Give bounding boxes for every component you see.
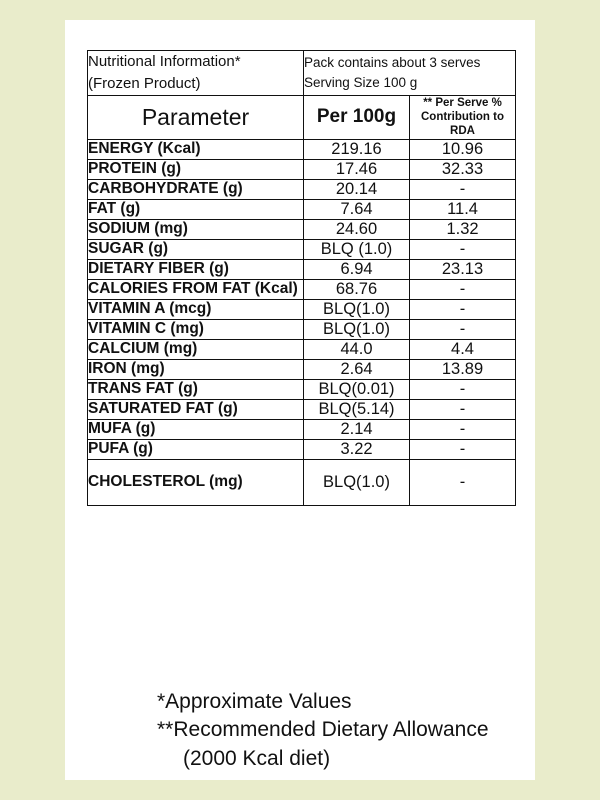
table-row (88, 199, 516, 219)
table-row (88, 399, 516, 419)
row-parameter: DIETARY FIBER (g) (88, 259, 304, 279)
row-per-100g: 6.94 (304, 259, 410, 279)
footnote-rda-continued: (2000 Kcal diet) (183, 746, 331, 770)
footnote-rda: **Recommended Dietary Allowance (157, 718, 489, 742)
row-rda: - (410, 279, 516, 299)
row-rda: 11.4 (410, 199, 516, 219)
row-per-100g: 17.46 (304, 159, 410, 179)
row-rda: - (410, 239, 516, 259)
table-row (88, 459, 516, 505)
row-per-100g: 3.22 (304, 439, 410, 459)
row-parameter: SUGAR (g) (88, 239, 304, 259)
row-per-100g: 24.60 (304, 219, 410, 239)
table-row (88, 439, 516, 459)
nutrition-table-body (88, 51, 516, 506)
row-parameter: FAT (g) (88, 199, 304, 219)
nutrition-table-container (87, 50, 515, 506)
row-rda: 23.13 (410, 259, 516, 279)
row-rda: 1.32 (410, 219, 516, 239)
row-parameter: CALCIUM (mg) (88, 339, 304, 359)
row-rda: - (410, 379, 516, 399)
table-row (88, 179, 516, 199)
row-per-100g: BLQ (1.0) (304, 239, 410, 259)
row-parameter: TRANS FAT (g) (88, 379, 304, 399)
row-parameter: IRON (mg) (88, 359, 304, 379)
row-rda: 10.96 (410, 139, 516, 159)
table-row (88, 379, 516, 399)
row-per-100g: 44.0 (304, 339, 410, 359)
row-parameter: CARBOHYDRATE (g) (88, 179, 304, 199)
column-header-rda-line1: ** Per Serve % (423, 96, 502, 109)
header-title-line1: Nutritional Information* (88, 53, 241, 70)
row-parameter: PUFA (g) (88, 439, 304, 459)
table-row (88, 299, 516, 319)
table-row (88, 419, 516, 439)
table-column-header-row (88, 95, 516, 139)
row-rda: 32.33 (410, 159, 516, 179)
column-header-rda-line3: RDA (450, 125, 475, 138)
row-parameter: CHOLESTEROL (mg) (88, 459, 304, 505)
footnote-approximate: *Approximate Values (157, 690, 352, 713)
row-parameter: SATURATED FAT (g) (88, 399, 304, 419)
footnotes (157, 688, 577, 773)
row-parameter: ENERGY (Kcal) (88, 139, 304, 159)
row-per-100g: 20.14 (304, 179, 410, 199)
table-row (88, 159, 516, 179)
row-rda: - (410, 459, 516, 505)
row-per-100g: 2.64 (304, 359, 410, 379)
row-parameter: CALORIES FROM FAT (Kcal) (88, 279, 304, 299)
table-row (88, 239, 516, 259)
row-parameter: PROTEIN (g) (88, 159, 304, 179)
row-per-100g: 7.64 (304, 199, 410, 219)
nutrition-label-card (65, 20, 535, 780)
row-per-100g: BLQ(5.14) (304, 399, 410, 419)
table-row (88, 359, 516, 379)
row-per-100g: BLQ(0.01) (304, 379, 410, 399)
row-per-100g: BLQ(1.0) (304, 459, 410, 505)
row-parameter: MUFA (g) (88, 419, 304, 439)
row-parameter: VITAMIN A (mcg) (88, 299, 304, 319)
table-row (88, 219, 516, 239)
table-row (88, 279, 516, 299)
nutrition-table (87, 50, 516, 506)
row-parameter: SODIUM (mg) (88, 219, 304, 239)
row-per-100g: BLQ(1.0) (304, 299, 410, 319)
column-header-rda (410, 95, 516, 139)
header-title-line2: (Frozen Product) (88, 74, 201, 92)
row-per-100g: BLQ(1.0) (304, 319, 410, 339)
row-rda: - (410, 439, 516, 459)
header-serves-line2: Serving Size 100 g (304, 74, 418, 90)
table-row (88, 139, 516, 159)
row-rda: - (410, 179, 516, 199)
header-serves-line1: Pack contains about 3 serves (304, 55, 481, 71)
column-header-parameter: Parameter (88, 95, 304, 139)
row-per-100g: 2.14 (304, 419, 410, 439)
row-rda: - (410, 419, 516, 439)
table-header-info-row (88, 51, 516, 96)
header-serving-cell (304, 51, 516, 96)
row-rda: 13.89 (410, 359, 516, 379)
row-rda: - (410, 299, 516, 319)
row-rda: 4.4 (410, 339, 516, 359)
column-header-per-100g: Per 100g (304, 95, 410, 139)
table-row (88, 259, 516, 279)
row-per-100g: 68.76 (304, 279, 410, 299)
row-per-100g: 219.16 (304, 139, 410, 159)
row-rda: - (410, 399, 516, 419)
table-row (88, 319, 516, 339)
column-header-rda-line2: Contribution to (420, 110, 505, 123)
row-rda: - (410, 319, 516, 339)
header-title-cell (88, 51, 304, 96)
table-row (88, 339, 516, 359)
row-parameter: VITAMIN C (mg) (88, 319, 304, 339)
